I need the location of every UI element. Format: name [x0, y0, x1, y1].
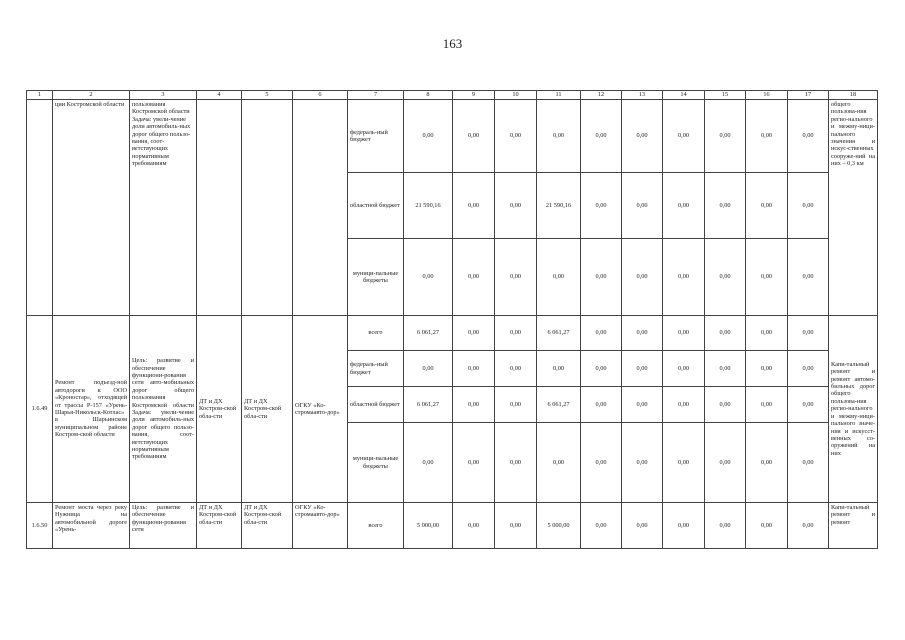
cell-source: федераль-ный бюджет	[348, 351, 404, 387]
cell-value: 0,00	[746, 239, 788, 316]
cell-value: 0,00	[453, 387, 495, 423]
cell-value: 6 061,27	[537, 387, 581, 423]
cell-source: всего	[348, 316, 404, 351]
cell-value: 0,00	[663, 173, 705, 239]
cell-value: 0,00	[622, 503, 663, 549]
cell-name: Ремонт моста через реку Нужница на автомобильной дороге «Урень-	[53, 503, 130, 549]
cell-source: федераль-ный бюджет	[348, 100, 404, 173]
cell-col6	[293, 100, 348, 316]
cell-value: 0,00	[705, 423, 746, 503]
cell-value: 0,00	[705, 387, 746, 423]
cell-col5: ДТ и ДХ Костром-ской обла-сти	[242, 503, 293, 549]
cell-source: всего	[348, 503, 404, 549]
cell-value: 0,00	[663, 423, 705, 503]
cell-value: 0,00	[581, 100, 622, 173]
cell-value: 0,00	[495, 351, 537, 387]
cell-value: 0,00	[581, 173, 622, 239]
cell-value: 0,00	[746, 316, 788, 351]
cell-value: 0,00	[788, 100, 829, 173]
header-cell: 1	[27, 91, 53, 100]
cell-result: Капи-тальный ремонт и ремонт автомо-бильных дорог общего пользова-ния регио-нального и межму-ници-пального значе-ния и искусст-венных со-оружений на них	[829, 316, 878, 503]
cell-value: 0,00	[453, 503, 495, 549]
cell-value: 0,00	[495, 387, 537, 423]
cell-value: 0,00	[622, 239, 663, 316]
cell-value: 6 061,27	[404, 387, 453, 423]
table-row	[27, 100, 878, 173]
cell-source: областной бюджет	[348, 387, 404, 423]
cell-source: областной бюджет	[348, 173, 404, 239]
cell-value: 0,00	[495, 503, 537, 549]
cell-num: 1.6.50	[27, 503, 53, 549]
cell-goal: Цель: развитие и обеспечение функциони-рования сети	[130, 503, 197, 549]
header-cell: 10	[495, 91, 537, 100]
cell-value: 0,00	[663, 100, 705, 173]
cell-value: 0,00	[622, 387, 663, 423]
cell-value: 0,00	[453, 173, 495, 239]
header-cell: 4	[197, 91, 242, 100]
cell-value: 0,00	[663, 503, 705, 549]
header-cell: 3	[130, 91, 197, 100]
cell-value: 0,00	[788, 423, 829, 503]
cell-value: 5 000,00	[537, 503, 581, 549]
header-cell: 9	[453, 91, 495, 100]
cell-col4: ДТ и ДХ Костром-ской обла-сти	[197, 503, 242, 549]
cell-result: Капи-тальный ремонт и ремонт	[829, 503, 878, 549]
cell-name: Ремонт подъезд-ной автодороги к ООО «Кроностар», отходящей от трассы Р-157 «Урень-Шарья-Никольск-Котлас» в Шарьинском муниципальном районе Костром-ской области	[53, 316, 130, 503]
header-cell: 16	[746, 91, 788, 100]
cell-value: 0,00	[746, 100, 788, 173]
cell-value: 0,00	[581, 239, 622, 316]
program-table	[26, 90, 878, 549]
cell-col5: ДТ и ДХ Костром-ской обла-сти	[242, 316, 293, 503]
cell-value: 0,00	[495, 316, 537, 351]
cell-col4	[197, 100, 242, 316]
cell-value: 0,00	[581, 423, 622, 503]
cell-value: 0,00	[705, 173, 746, 239]
cell-value: 0,00	[495, 173, 537, 239]
cell-value: 0,00	[788, 316, 829, 351]
cell-value: 0,00	[404, 100, 453, 173]
cell-value: 0,00	[788, 387, 829, 423]
cell-value: 0,00	[495, 239, 537, 316]
cell-num: 1.6.49	[27, 316, 53, 503]
cell-value: 0,00	[622, 316, 663, 351]
cell-col5	[242, 100, 293, 316]
cell-value: 0,00	[746, 503, 788, 549]
cell-goal: пользования Костромской области Задача: увели-чение доли автомобиль-ных дорог общего пользо-вания, соот-ветствующих нормативным требованиям	[130, 100, 197, 316]
table-row	[27, 503, 878, 549]
cell-value: 0,00	[581, 351, 622, 387]
cell-value: 0,00	[663, 351, 705, 387]
cell-value: 0,00	[663, 316, 705, 351]
cell-source: муници-пальные бюджеты	[348, 423, 404, 503]
header-cell: 13	[622, 91, 663, 100]
cell-value: 0,00	[622, 173, 663, 239]
cell-value: 0,00	[581, 387, 622, 423]
cell-goal: Цель: развитие и обеспечение функциони-рования сети авто-мобильных дорог общего пользования Костромской области Задача: увели-чение доли автомобиль-ных дорог общего пользо-вания, соот-ветствующих нормативным требованиям	[130, 316, 197, 503]
cell-result: общего пользова-ния регио-нального и межму-ници-пального значения и искус-ственных сооруже-ний на них – 0,3 км	[829, 100, 878, 316]
cell-value: 0,00	[746, 173, 788, 239]
cell-value: 0,00	[622, 423, 663, 503]
cell-value: 0,00	[537, 239, 581, 316]
table-row	[27, 316, 878, 351]
page-number: 163	[442, 36, 463, 51]
header-cell: 7	[348, 91, 404, 100]
header-cell: 14	[663, 91, 705, 100]
cell-value: 5 000,00	[404, 503, 453, 549]
cell-value: 0,00	[453, 100, 495, 173]
cell-value: 0,00	[581, 503, 622, 549]
cell-value: 0,00	[622, 351, 663, 387]
cell-value: 0,00	[495, 100, 537, 173]
cell-value: 0,00	[404, 239, 453, 316]
cell-value: 0,00	[537, 100, 581, 173]
cell-value: 0,00	[705, 503, 746, 549]
cell-value: 0,00	[746, 387, 788, 423]
cell-value: 0,00	[495, 423, 537, 503]
cell-value: 0,00	[788, 239, 829, 316]
cell-value: 0,00	[705, 351, 746, 387]
cell-value: 0,00	[788, 351, 829, 387]
cell-value: 0,00	[537, 423, 581, 503]
cell-value: 0,00	[746, 351, 788, 387]
cell-source: муници-пальные бюджеты	[348, 239, 404, 316]
cell-value: 0,00	[453, 316, 495, 351]
cell-value: 0,00	[537, 351, 581, 387]
cell-value: 0,00	[663, 387, 705, 423]
cell-value: 0,00	[404, 351, 453, 387]
cell-value: 0,00	[581, 316, 622, 351]
cell-value: 21 590,16	[537, 173, 581, 239]
cell-value: 0,00	[705, 100, 746, 173]
cell-value: 0,00	[788, 503, 829, 549]
cell-value: 0,00	[453, 239, 495, 316]
header-row	[27, 91, 878, 100]
cell-col6: ОГКУ «Ко-стромаавто-дор»	[293, 316, 348, 503]
header-cell: 6	[293, 91, 348, 100]
header-cell: 17	[788, 91, 829, 100]
cell-value: 6 061,27	[537, 316, 581, 351]
cell-value: 0,00	[705, 316, 746, 351]
cell-value: 0,00	[788, 173, 829, 239]
cell-name: ции Костромской области	[53, 100, 130, 316]
cell-value: 0,00	[622, 100, 663, 173]
cell-value: 21 590,16	[404, 173, 453, 239]
cell-col6: ОГКУ «Ко-стромаавто-дор»	[293, 503, 348, 549]
cell-col4: ДТ и ДХ Костром-ской обла-сти	[197, 316, 242, 503]
header-cell: 8	[404, 91, 453, 100]
header-cell: 2	[53, 91, 130, 100]
header-cell: 15	[705, 91, 746, 100]
cell-num	[27, 100, 53, 316]
header-cell: 5	[242, 91, 293, 100]
header-cell: 12	[581, 91, 622, 100]
cell-value: 0,00	[705, 239, 746, 316]
cell-value: 0,00	[453, 351, 495, 387]
cell-value: 0,00	[663, 239, 705, 316]
cell-value: 0,00	[404, 423, 453, 503]
cell-value: 0,00	[453, 423, 495, 503]
header-cell: 18	[829, 91, 878, 100]
cell-value: 0,00	[746, 423, 788, 503]
cell-value: 6 061,27	[404, 316, 453, 351]
header-cell: 11	[537, 91, 581, 100]
